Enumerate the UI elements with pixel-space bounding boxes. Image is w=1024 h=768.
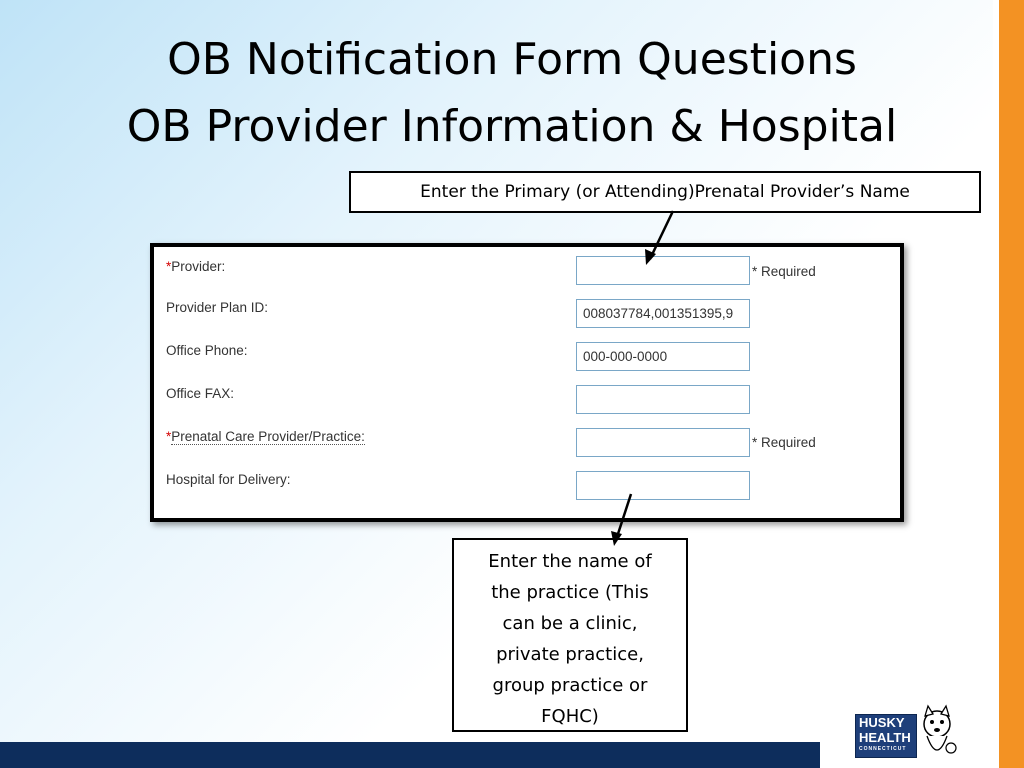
office-phone-label: Office Phone: bbox=[166, 343, 248, 358]
form-screenshot bbox=[150, 243, 904, 522]
provider-name-callout: Enter the Primary (or Attending)Prenatal Provider’s Name bbox=[349, 171, 981, 213]
slide-title bbox=[0, 26, 1024, 160]
required-note: * Required bbox=[752, 264, 816, 279]
provider-label: *Provider: bbox=[166, 259, 226, 274]
required-note: * Required bbox=[752, 435, 816, 450]
provider-plan-id-input[interactable]: 008037784,001351395,9 bbox=[576, 299, 750, 328]
husky-mascot-icon bbox=[915, 704, 961, 764]
callout-line: Enter the name of bbox=[488, 551, 652, 572]
practice-name-callout bbox=[452, 538, 688, 732]
prenatal-care-provider-label: *Prenatal Care Provider/Practice: bbox=[166, 429, 365, 444]
provider-plan-id-label: Provider Plan ID: bbox=[166, 300, 269, 315]
title-line-1: OB Notification Form Questions bbox=[167, 34, 857, 85]
logo-wordmark: HUSKY HEALTH CONNECTICUT bbox=[855, 714, 917, 758]
required-marker: * bbox=[166, 259, 172, 274]
office-phone-input[interactable]: 000-000-0000 bbox=[576, 342, 750, 371]
hospital-for-delivery-input[interactable] bbox=[576, 471, 750, 500]
callout-line: FQHC) bbox=[541, 706, 599, 727]
callout-line: can be a clinic, bbox=[502, 613, 638, 634]
footer-bar bbox=[0, 742, 820, 768]
office-fax-label: Office FAX: bbox=[166, 386, 235, 401]
required-marker: * bbox=[166, 429, 172, 444]
provider-input[interactable] bbox=[576, 256, 750, 285]
hospital-for-delivery-label: Hospital for Delivery: bbox=[166, 472, 291, 487]
office-fax-input[interactable] bbox=[576, 385, 750, 414]
prenatal-care-provider-input[interactable] bbox=[576, 428, 750, 457]
callout-line: private practice, bbox=[496, 644, 644, 665]
husky-health-logo bbox=[855, 704, 965, 764]
callout-line: the practice (This bbox=[491, 582, 649, 603]
title-line-2: OB Provider Information & Hospital bbox=[126, 101, 898, 152]
callout-line: group practice or bbox=[492, 675, 648, 696]
